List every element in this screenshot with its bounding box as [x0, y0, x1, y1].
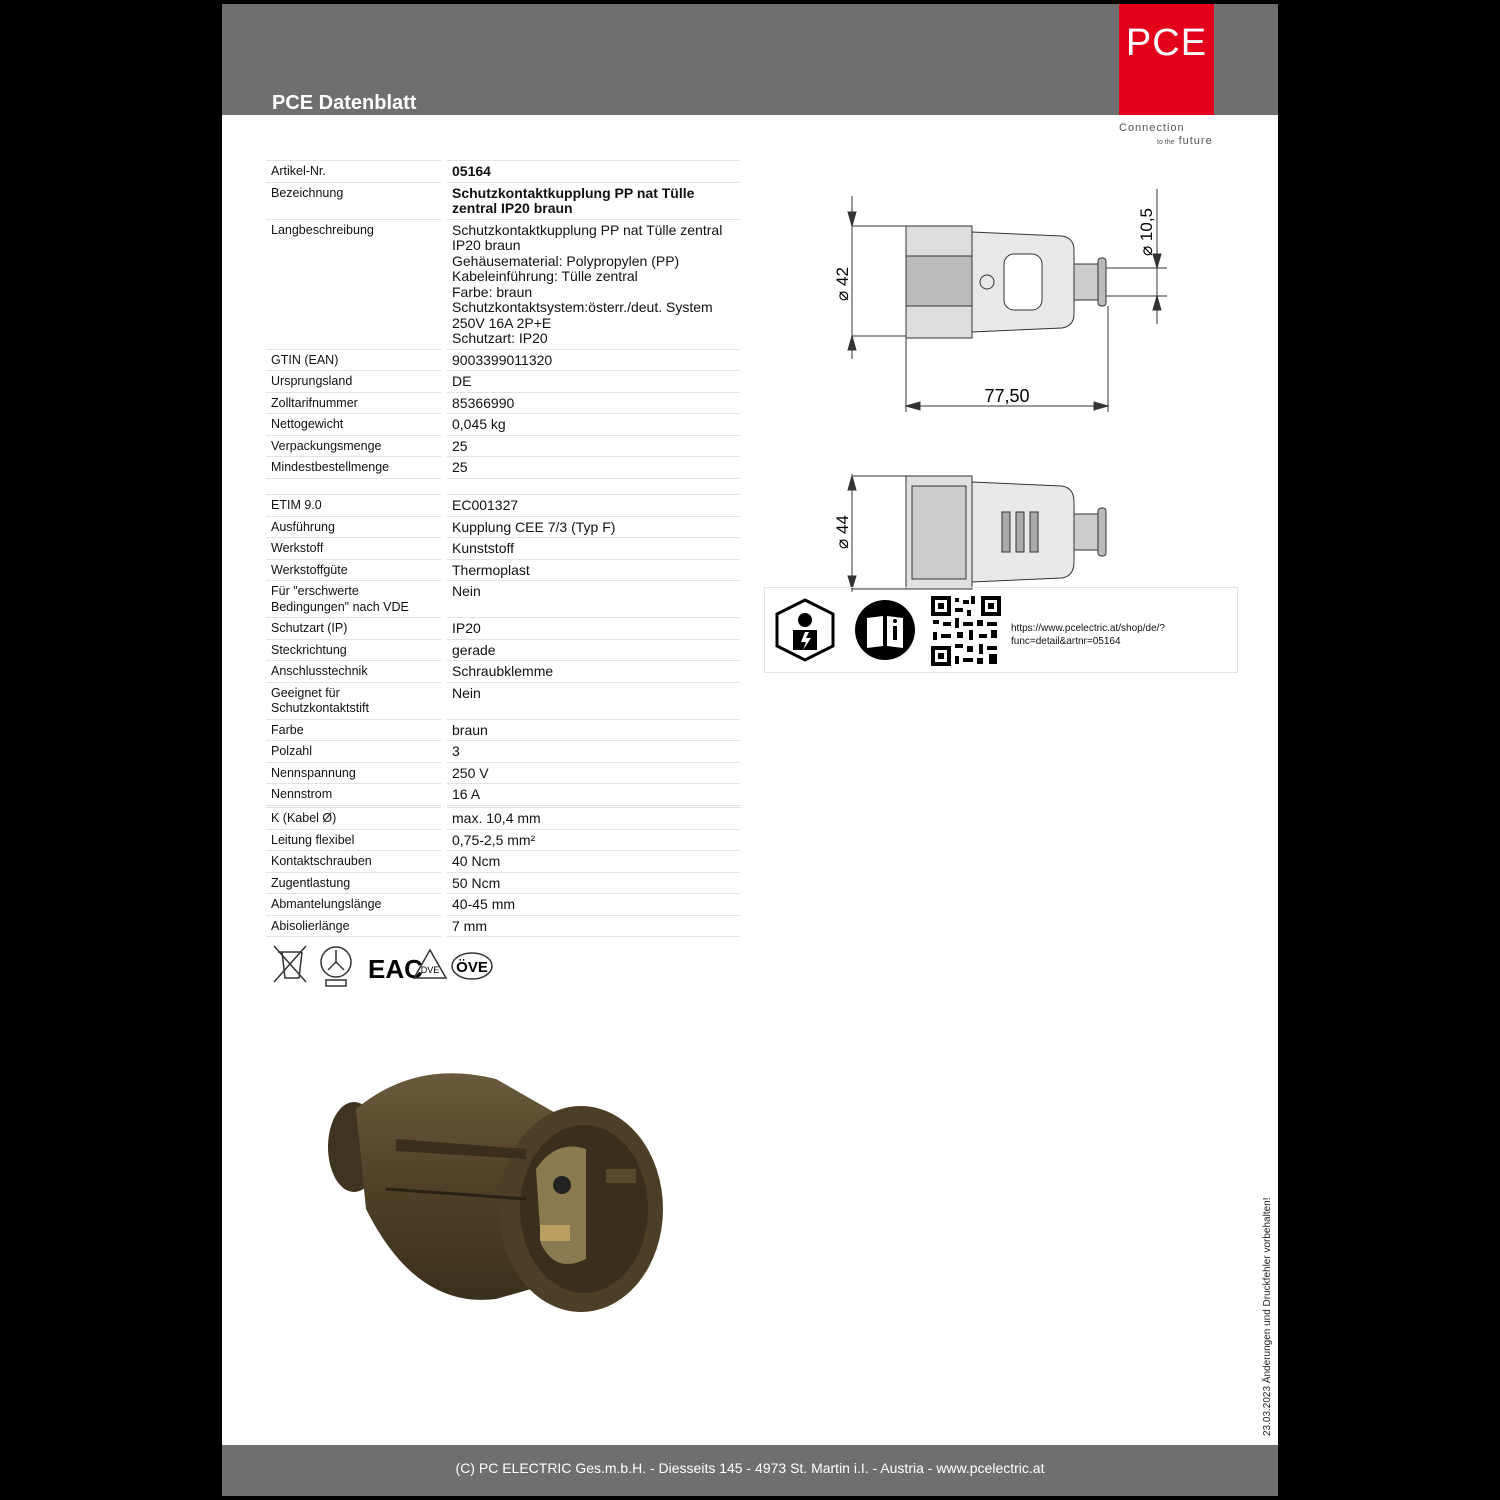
spec-value: Kunststoff: [444, 538, 740, 560]
spec-value: Nein: [444, 682, 740, 719]
table-row: [266, 219, 740, 349]
spec-value: max. 10,4 mm: [444, 808, 740, 830]
spec-value: 16 A: [444, 784, 740, 806]
ove-mark-text: ÖVE: [456, 959, 488, 976]
spec-value: 250 V: [444, 762, 740, 784]
eac-mark: EAC: [368, 954, 423, 984]
spec-value: Schutzkontaktkupplung PP nat Tülle zentral IP20 braun Gehäusematerial: Polypropylen (PP) Kabeleinführung: Tülle zentral Farbe: braun Schutzkontaktsystem:österr./deut. System 250V 16A 2P+E Schutzart: IP20: [444, 219, 740, 349]
manual-info-icon: [855, 600, 915, 660]
table-row: [266, 915, 740, 937]
table-row: [266, 719, 740, 741]
spec-key: Verpackungsmenge: [266, 435, 444, 457]
table-row: [266, 581, 740, 618]
table-row: [266, 808, 740, 830]
spec-value: gerade: [444, 639, 740, 661]
table-row: [266, 392, 740, 414]
tagline-connection: Connection: [1119, 122, 1185, 134]
logo-text: PCE: [1125, 22, 1208, 64]
table-row: [266, 414, 740, 436]
spec-value: 50 Ncm: [444, 872, 740, 894]
spec-key: K (Kabel Ø): [266, 808, 444, 830]
spec-value: braun: [444, 719, 740, 741]
table-row: [266, 559, 740, 581]
table-row: [266, 784, 740, 806]
spec-value: DE: [444, 371, 740, 393]
footer-bar: [222, 1445, 1278, 1496]
footer-text: (C) PC ELECTRIC Ges.m.b.H. - Diesseits 145 - 4973 St. Martin i.I. - Austria - www.pcelectric.at: [455, 1460, 1045, 1476]
product-photo: [326, 1059, 686, 1329]
spec-key: Werkstoffgüte: [266, 559, 444, 581]
spec-key: Geeignet für Schutzkontaktstift: [266, 682, 444, 719]
dimension-drawing: [812, 184, 1212, 594]
spec-table-etim: [266, 494, 740, 806]
spec-value: 85366990: [444, 392, 740, 414]
safety-info-box: [764, 587, 1238, 673]
plug-symbol-icon: [321, 947, 351, 986]
spec-key: Werkstoff: [266, 538, 444, 560]
table-row: [266, 349, 740, 371]
spec-table-technical: [266, 807, 740, 937]
spec-value: 0,75-2,5 mm²: [444, 829, 740, 851]
table-row: [266, 182, 740, 219]
spec-key: Ausführung: [266, 516, 444, 538]
certification-marks: [272, 942, 502, 992]
table-row: [266, 538, 740, 560]
table-row: [266, 762, 740, 784]
table-row: [266, 851, 740, 873]
spec-value: Thermoplast: [444, 559, 740, 581]
tagline-future: to the future: [1157, 135, 1213, 147]
safety-icons: [765, 588, 1005, 672]
table-row: [266, 872, 740, 894]
spec-key: Farbe: [266, 719, 444, 741]
table-row: [266, 661, 740, 683]
spec-key: Mindestbestellmenge: [266, 457, 444, 479]
spec-value: 7 mm: [444, 915, 740, 937]
page-title: PCE Datenblatt: [272, 92, 417, 114]
spec-key: Ursprungsland: [266, 371, 444, 393]
table-row: [266, 161, 740, 183]
spec-key: Abisolierlänge: [266, 915, 444, 937]
spec-key: GTIN (EAN): [266, 349, 444, 371]
spec-value: 40-45 mm: [444, 894, 740, 916]
spec-value: 0,045 kg: [444, 414, 740, 436]
vde-mark-text: DVE: [420, 965, 440, 975]
spec-value: 3: [444, 741, 740, 763]
spec-key: Steckrichtung: [266, 639, 444, 661]
table-row: [266, 639, 740, 661]
spec-value: 40 Ncm: [444, 851, 740, 873]
table-row: [266, 741, 740, 763]
spec-value: EC001327: [444, 495, 740, 517]
spec-key: Anschlusstechnik: [266, 661, 444, 683]
spec-key: Zolltarifnummer: [266, 392, 444, 414]
spec-value: 25: [444, 457, 740, 479]
weee-bin-icon: [274, 946, 306, 982]
dim-diameter-cable: ⌀ 10,5: [1137, 207, 1156, 257]
product-url[interactable]: https://www.pcelectric.at/shop/de/?func=detail&artnr=05164: [1011, 623, 1165, 647]
table-row: [266, 371, 740, 393]
spec-value: 05164: [444, 161, 740, 183]
table-row: [266, 516, 740, 538]
dim-diameter-42: ⌀ 42: [833, 267, 852, 301]
spec-key: Abmantelungslänge: [266, 894, 444, 916]
spec-key: Für "erschwerte Bedingungen" nach VDE: [266, 581, 444, 618]
spec-value: 25: [444, 435, 740, 457]
spec-key: Nennstrom: [266, 784, 444, 806]
spec-key: Polzahl: [266, 741, 444, 763]
spec-value: Nein: [444, 581, 740, 618]
spec-key: Kontaktschrauben: [266, 851, 444, 873]
spec-table-general: [266, 160, 740, 479]
spec-key: Schutzart (IP): [266, 618, 444, 640]
qr-code-icon: [931, 596, 1001, 666]
dim-length: 77,50: [984, 386, 1030, 406]
dim-diameter-44: ⌀ 44: [833, 515, 852, 549]
table-row: [266, 894, 740, 916]
electrician-icon: [777, 600, 833, 660]
spec-value: IP20: [444, 618, 740, 640]
table-row: [266, 682, 740, 719]
date-and-disclaimer: 23.03.2023 Änderungen und Druckfehler vorbehalten!: [1262, 1197, 1273, 1436]
spec-key: Bezeichnung: [266, 182, 444, 219]
spec-value: 9003399011320: [444, 349, 740, 371]
table-row: [266, 435, 740, 457]
spec-value: Kupplung CEE 7/3 (Typ F): [444, 516, 740, 538]
spec-key: Leitung flexibel: [266, 829, 444, 851]
table-row: [266, 618, 740, 640]
spec-key: Nennspannung: [266, 762, 444, 784]
spec-value: Schraubklemme: [444, 661, 740, 683]
table-row: [266, 829, 740, 851]
pce-logo: [1119, 4, 1214, 115]
header-bar: [222, 4, 1278, 115]
table-row: [266, 457, 740, 479]
spec-key: ETIM 9.0: [266, 495, 444, 517]
spec-key: Nettogewicht: [266, 414, 444, 436]
spec-key: Langbeschreibung: [266, 219, 444, 349]
datasheet-page: [222, 4, 1278, 1496]
spec-key: Zugentlastung: [266, 872, 444, 894]
spec-key: Artikel-Nr.: [266, 161, 444, 183]
table-row: [266, 495, 740, 517]
spec-value: Schutzkontaktkupplung PP nat Tülle zentral IP20 braun: [444, 182, 740, 219]
